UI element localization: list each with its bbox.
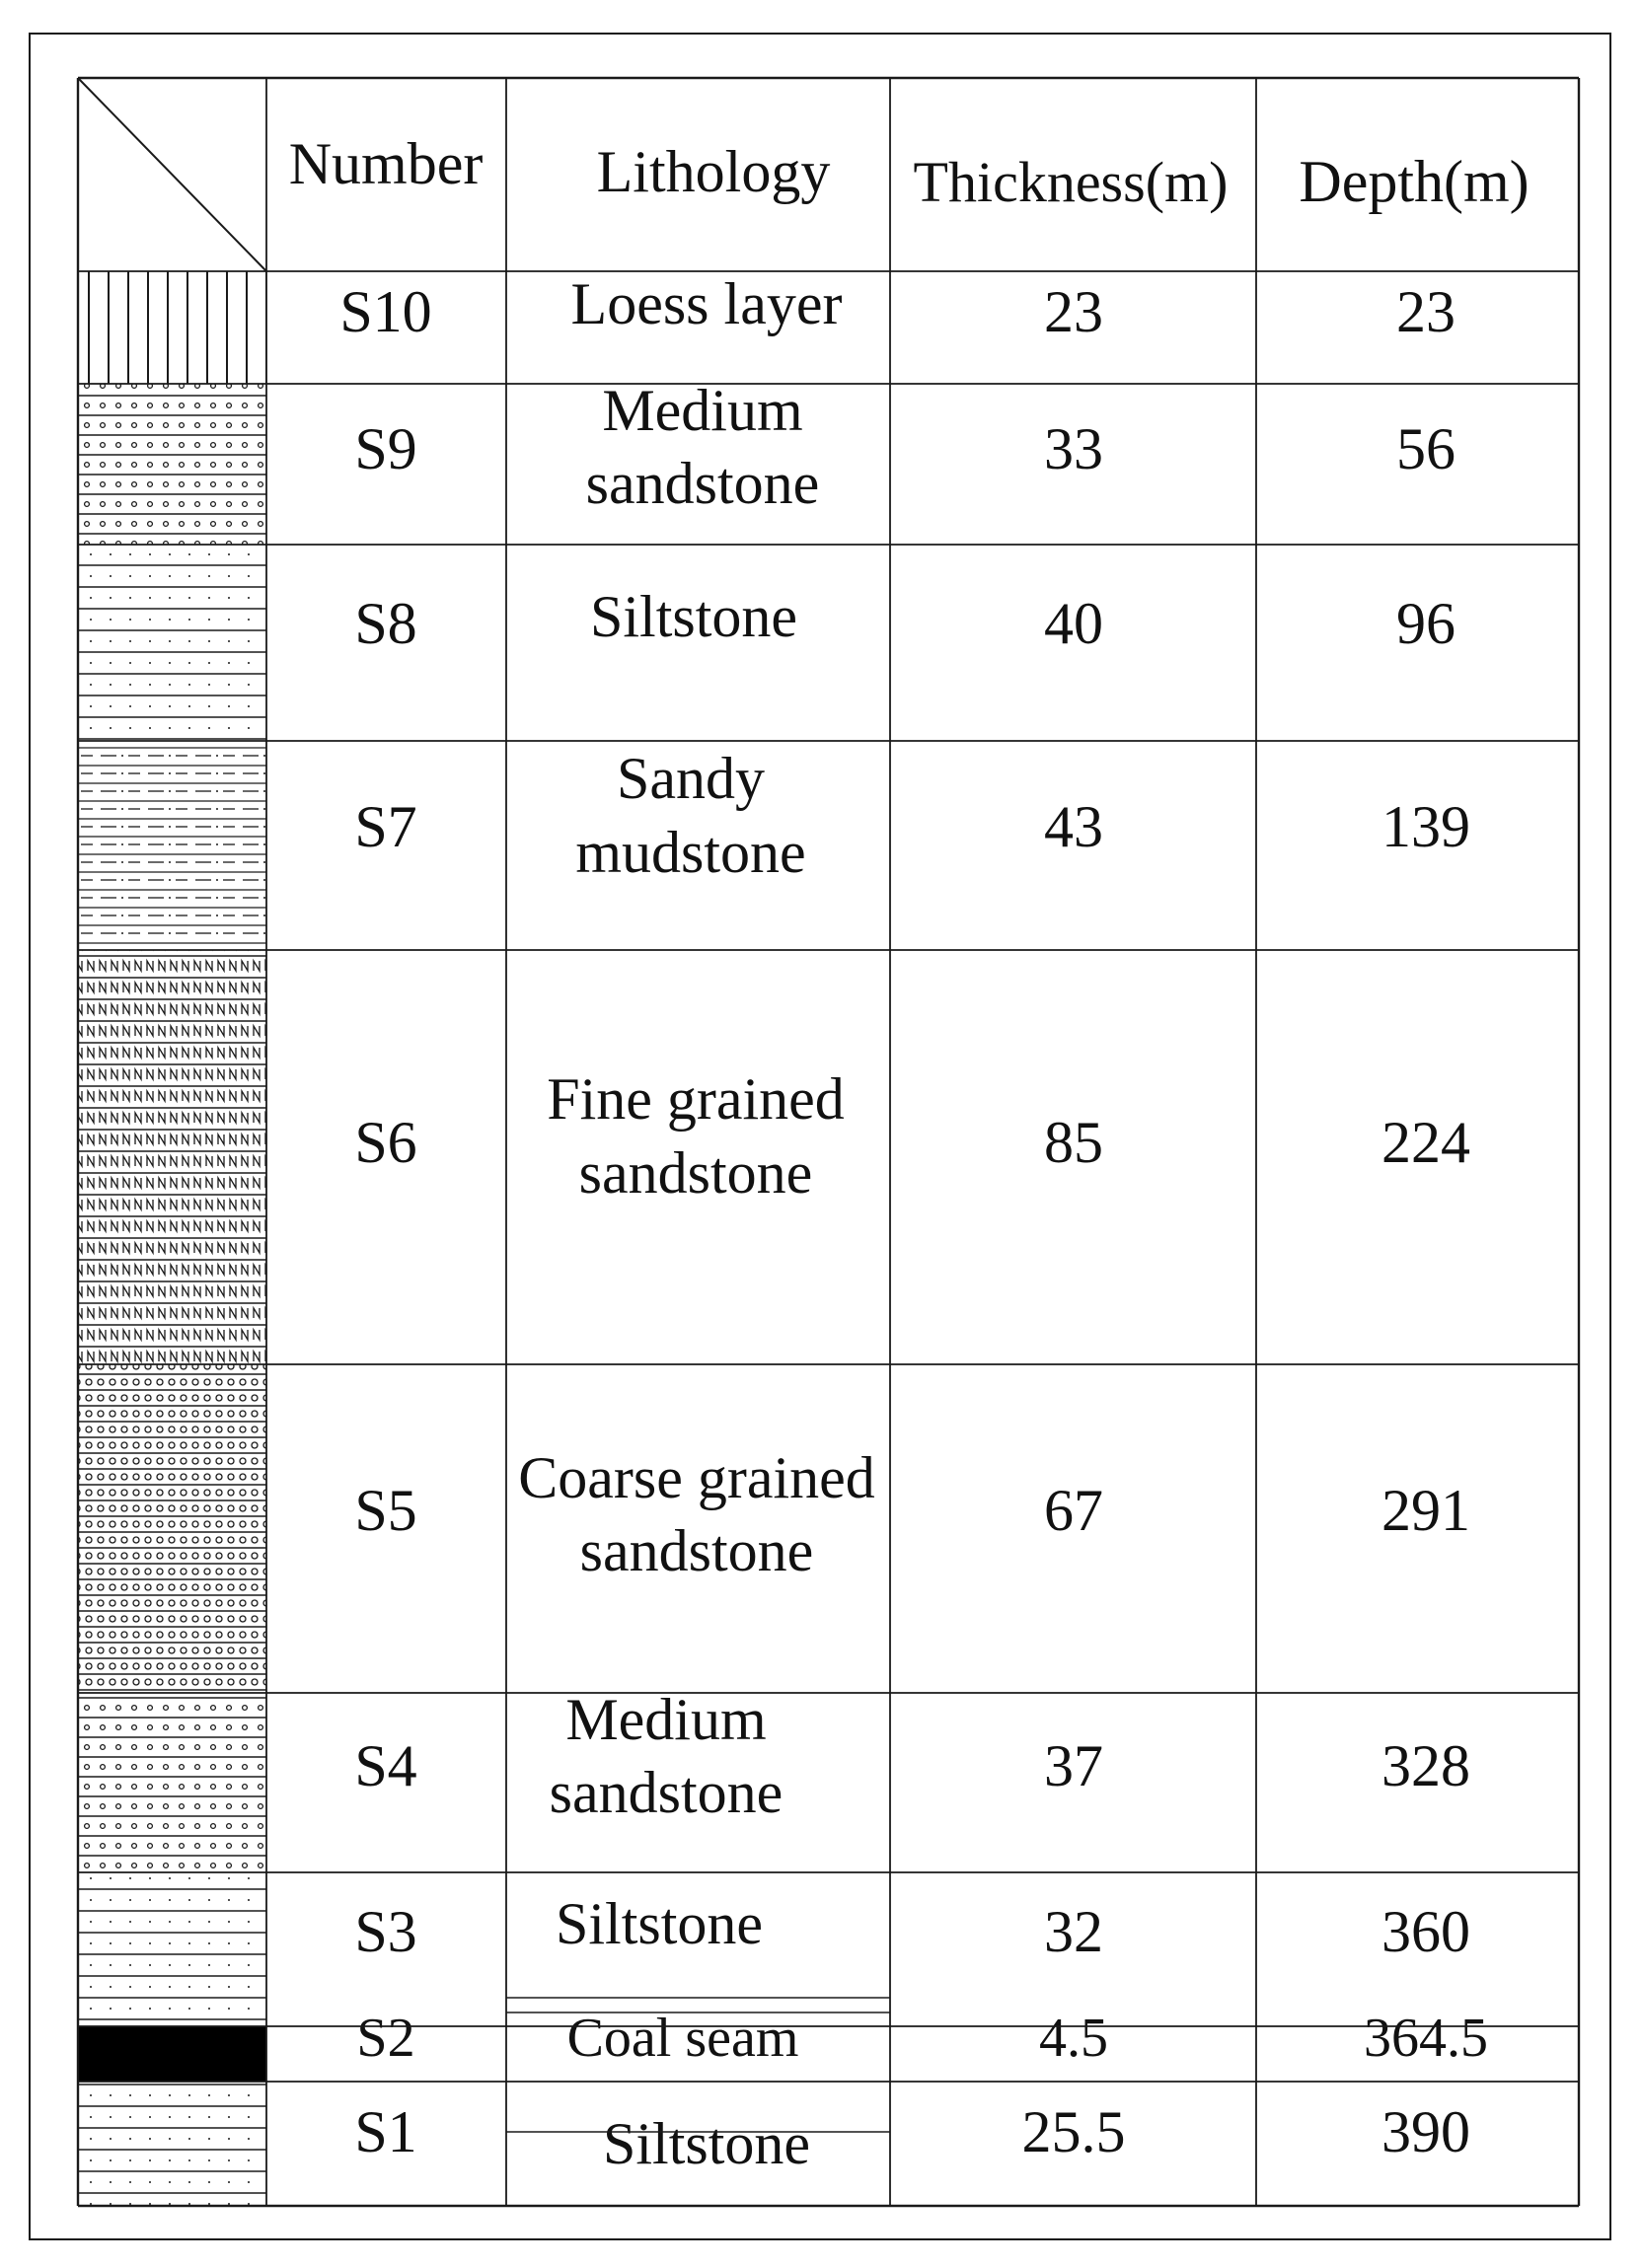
row-lithology: Sandy	[617, 746, 765, 811]
row-thickness: 85	[1044, 1110, 1103, 1175]
lithology-pattern-vertical-lines	[78, 271, 266, 384]
row-lithology: sandstone	[549, 1760, 784, 1825]
row-number: S3	[354, 1899, 417, 1964]
table-grid	[78, 78, 1579, 2206]
table-row	[78, 1872, 1470, 2026]
row-lithology: sandstone	[578, 1140, 813, 1206]
row-thickness: 67	[1044, 1478, 1103, 1543]
row-depth: 364.5	[1364, 2008, 1488, 2069]
lithology-pattern-medium-sandstone	[78, 384, 266, 545]
table-row	[78, 271, 1455, 384]
table-row	[78, 741, 1470, 950]
row-lithology: Coarse grained	[518, 1445, 875, 1510]
row-thickness: 4.5	[1039, 2008, 1108, 2069]
row-number: S6	[354, 1110, 417, 1175]
row-thickness: 43	[1044, 794, 1103, 859]
row-lithology: Loess layer	[570, 271, 843, 336]
row-thickness: 40	[1044, 591, 1103, 656]
lithology-pattern-siltstone	[78, 545, 266, 741]
table-row	[78, 2082, 1470, 2206]
lithology-pattern-medium-sandstone	[78, 1693, 266, 1872]
row-number: S4	[354, 1733, 417, 1798]
row-depth: 224	[1381, 1110, 1470, 1175]
table-row	[78, 2008, 1488, 2082]
row-thickness: 23	[1044, 279, 1103, 344]
row-lithology: Siltstone	[602, 2111, 811, 2176]
header-depth: Depth(m)	[1299, 149, 1530, 214]
row-lithology: mudstone	[575, 820, 806, 885]
row-thickness: 32	[1044, 1899, 1103, 1964]
row-depth: 360	[1381, 1899, 1470, 1964]
row-lithology: sandstone	[579, 1518, 814, 1583]
lithology-pattern-sandy-mudstone	[78, 741, 266, 950]
row-number: S1	[354, 2099, 417, 2164]
table-row	[78, 1687, 1470, 1872]
header-corner-diagonal	[78, 78, 266, 271]
row-thickness: 25.5	[1021, 2099, 1126, 2164]
lithology-pattern-siltstone	[78, 2082, 266, 2206]
row-lithology: Coal seam	[566, 2008, 799, 2069]
row-lithology: Siltstone	[555, 1891, 764, 1956]
row-depth: 96	[1396, 591, 1455, 656]
header-lithology: Lithology	[596, 139, 831, 204]
row-number: S7	[354, 794, 417, 859]
row-number: S9	[354, 416, 417, 481]
row-lithology: Fine grained	[547, 1066, 845, 1132]
row-depth: 291	[1381, 1478, 1470, 1543]
row-depth: 56	[1396, 416, 1455, 481]
row-depth: 328	[1381, 1733, 1470, 1798]
row-lithology: sandstone	[585, 451, 820, 516]
row-number: S8	[354, 591, 417, 656]
table-row	[78, 545, 1455, 741]
table-row	[78, 950, 1470, 1364]
lithology-pattern-coarse-sandstone	[78, 1364, 266, 1693]
lithology-pattern-fine-sandstone	[78, 950, 266, 1364]
row-number: S5	[354, 1478, 417, 1543]
row-lithology: Siltstone	[589, 584, 798, 649]
lithology-pattern-coal	[78, 2026, 266, 2082]
row-depth: 23	[1396, 279, 1455, 344]
header-thickness: Thickness(m)	[913, 150, 1229, 214]
table-row	[78, 1364, 1470, 1693]
row-thickness: 33	[1044, 416, 1103, 481]
row-lithology: Medium	[602, 378, 803, 443]
row-number: S10	[339, 279, 432, 344]
header-row	[78, 78, 1530, 271]
row-number: S2	[356, 2008, 415, 2069]
row-depth: 139	[1381, 794, 1470, 859]
table-row	[78, 378, 1455, 545]
lithology-pattern-siltstone	[78, 1872, 266, 2026]
row-depth: 390	[1381, 2099, 1470, 2164]
header-number: Number	[288, 131, 484, 196]
table-body	[78, 271, 1488, 2206]
row-lithology: Medium	[565, 1687, 767, 1752]
row-thickness: 37	[1044, 1733, 1103, 1798]
